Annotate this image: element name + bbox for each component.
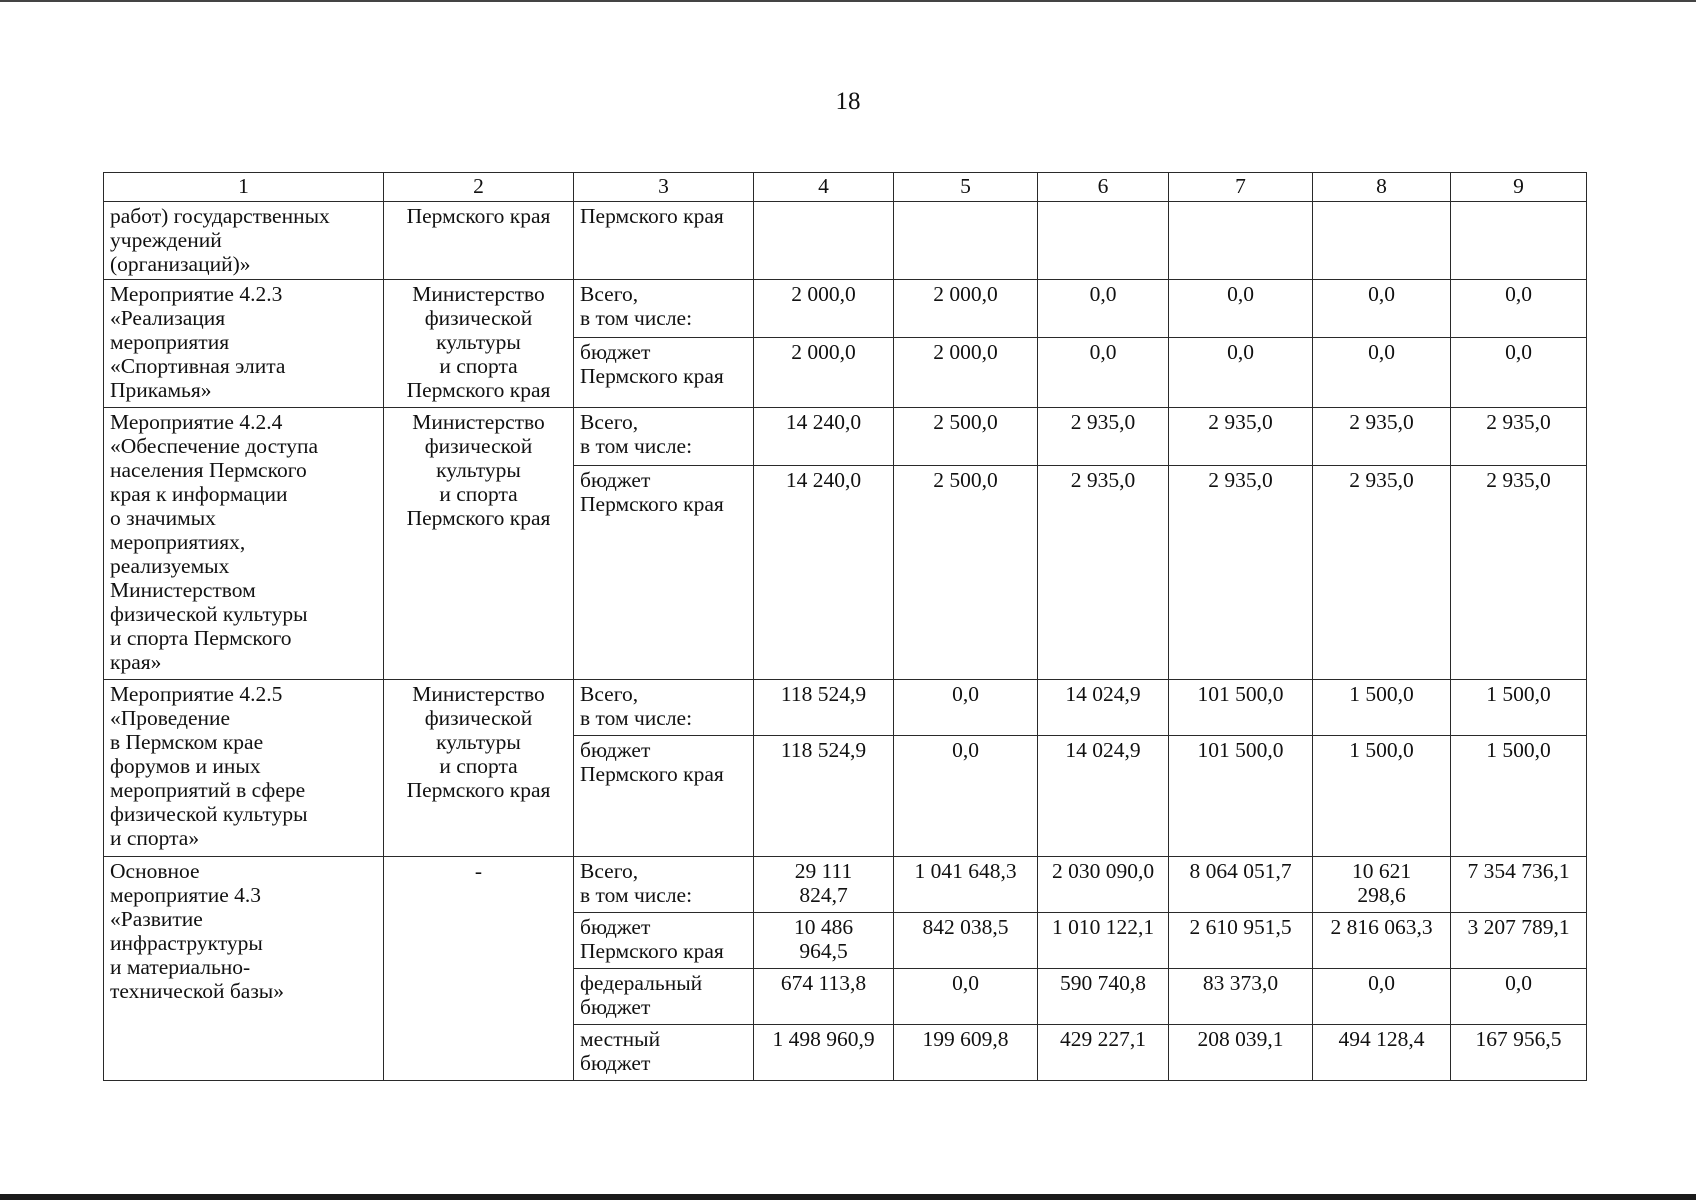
value-cell: 2 935,0 xyxy=(1313,466,1451,680)
value-cell xyxy=(1169,202,1313,280)
value-cell: 14 240,0 xyxy=(754,408,894,466)
value-cell: 2 935,0 xyxy=(1451,408,1587,466)
activity-name-cell: Мероприятие 4.2.3 «Реализация мероприятия «Спортивная элита Прикамья» xyxy=(104,280,384,408)
value-cell: 429 227,1 xyxy=(1038,1025,1169,1081)
value-cell: 1 500,0 xyxy=(1313,736,1451,857)
value-cell xyxy=(1038,202,1169,280)
value-cell: 2 030 090,0 xyxy=(1038,857,1169,913)
value-cell: 2 935,0 xyxy=(1038,408,1169,466)
budget-table xyxy=(103,172,1587,1081)
header-cell: 7 xyxy=(1169,173,1313,202)
value-cell: 83 373,0 xyxy=(1169,969,1313,1025)
value-cell: 101 500,0 xyxy=(1169,680,1313,736)
activity-name-cell: Мероприятие 4.2.4 «Обеспечение доступа населения Пермского края к информации о значимых мероприятиях, реализуемых Министерством физической культуры и спорта Пермского края» xyxy=(104,408,384,680)
executor-cell: Министерство физической культуры и спорта Пермского края xyxy=(384,408,574,680)
scan-bottom-edge xyxy=(0,1194,1696,1200)
value-cell: 2 000,0 xyxy=(894,338,1038,408)
funding-source-cell: Всего, в том числе: xyxy=(574,680,754,736)
value-cell: 1 500,0 xyxy=(1313,680,1451,736)
value-cell: 2 935,0 xyxy=(1451,466,1587,680)
value-cell: 2 935,0 xyxy=(1038,466,1169,680)
value-cell: 0,0 xyxy=(1313,969,1451,1025)
value-cell: 0,0 xyxy=(1451,338,1587,408)
table-row xyxy=(104,857,1587,913)
funding-source-cell: Всего, в том числе: xyxy=(574,857,754,913)
funding-source-cell: бюджет Пермского края xyxy=(574,913,754,969)
value-cell: 2 000,0 xyxy=(894,280,1038,338)
value-cell: 842 038,5 xyxy=(894,913,1038,969)
header-cell: 9 xyxy=(1451,173,1587,202)
value-cell: 14 024,9 xyxy=(1038,680,1169,736)
value-cell xyxy=(894,202,1038,280)
value-cell: 118 524,9 xyxy=(754,736,894,857)
value-cell: 14 240,0 xyxy=(754,466,894,680)
page-number: 18 xyxy=(835,88,861,115)
value-cell: 101 500,0 xyxy=(1169,736,1313,857)
value-cell: 1 041 648,3 xyxy=(894,857,1038,913)
table-row xyxy=(104,202,1587,280)
header-cell: 3 xyxy=(574,173,754,202)
value-cell: 14 024,9 xyxy=(1038,736,1169,857)
value-cell: 674 113,8 xyxy=(754,969,894,1025)
value-cell: 2 935,0 xyxy=(1169,466,1313,680)
executor-cell: Министерство физической культуры и спорта Пермского края xyxy=(384,680,574,857)
value-cell: 167 956,5 xyxy=(1451,1025,1587,1081)
header-cell: 8 xyxy=(1313,173,1451,202)
value-cell: 0,0 xyxy=(894,736,1038,857)
executor-cell: Министерство физической культуры и спорта Пермского края xyxy=(384,280,574,408)
value-cell: 3 207 789,1 xyxy=(1451,913,1587,969)
funding-source-cell: Всего, в том числе: xyxy=(574,408,754,466)
funding-source-cell: местный бюджет xyxy=(574,1025,754,1081)
header-cell: 4 xyxy=(754,173,894,202)
value-cell: 2 500,0 xyxy=(894,408,1038,466)
value-cell: 10 486 964,5 xyxy=(754,913,894,969)
funding-source-cell: федеральный бюджет xyxy=(574,969,754,1025)
value-cell: 494 128,4 xyxy=(1313,1025,1451,1081)
value-cell: 2 935,0 xyxy=(1169,408,1313,466)
value-cell: 0,0 xyxy=(1169,280,1313,338)
value-cell xyxy=(1451,202,1587,280)
value-cell: 0,0 xyxy=(1169,338,1313,408)
activity-name-cell: Основное мероприятие 4.3 «Развитие инфраструктуры и материально- технической базы» xyxy=(104,857,384,1081)
value-cell xyxy=(754,202,894,280)
funding-source-cell: бюджет Пермского края xyxy=(574,466,754,680)
value-cell: 2 500,0 xyxy=(894,466,1038,680)
value-cell: 0,0 xyxy=(894,680,1038,736)
value-cell: 2 935,0 xyxy=(1313,408,1451,466)
header-cell: 1 xyxy=(104,173,384,202)
header-cell: 2 xyxy=(384,173,574,202)
funding-source-cell: бюджет Пермского края xyxy=(574,338,754,408)
funding-source-cell: Всего, в том числе: xyxy=(574,280,754,338)
value-cell: 10 621 298,6 xyxy=(1313,857,1451,913)
value-cell: 0,0 xyxy=(1451,280,1587,338)
table-row xyxy=(104,408,1587,466)
value-cell: 0,0 xyxy=(894,969,1038,1025)
value-cell: 0,0 xyxy=(1038,280,1169,338)
value-cell: 1 498 960,9 xyxy=(754,1025,894,1081)
value-cell: 8 064 051,7 xyxy=(1169,857,1313,913)
scan-top-edge xyxy=(0,0,1696,2)
table-header-row xyxy=(104,173,1587,202)
executor-cell: - xyxy=(384,857,574,1081)
value-cell: 2 000,0 xyxy=(754,338,894,408)
header-cell: 6 xyxy=(1038,173,1169,202)
value-cell: 1 010 122,1 xyxy=(1038,913,1169,969)
header-cell: 5 xyxy=(894,173,1038,202)
executor-cell: Пермского края xyxy=(384,202,574,280)
table-row xyxy=(104,280,1587,338)
activity-name-cell: Мероприятие 4.2.5 «Проведение в Пермском крае форумов и иных мероприятий в сфере физической культуры и спорта» xyxy=(104,680,384,857)
value-cell: 7 354 736,1 xyxy=(1451,857,1587,913)
funding-source-cell: Пермского края xyxy=(574,202,754,280)
value-cell xyxy=(1313,202,1451,280)
value-cell: 199 609,8 xyxy=(894,1025,1038,1081)
value-cell: 2 000,0 xyxy=(754,280,894,338)
value-cell: 0,0 xyxy=(1451,969,1587,1025)
value-cell: 118 524,9 xyxy=(754,680,894,736)
funding-source-cell: бюджет Пермского края xyxy=(574,736,754,857)
activity-name-cell: работ) государственных учреждений (организаций)» xyxy=(104,202,384,280)
value-cell: 1 500,0 xyxy=(1451,736,1587,857)
value-cell: 0,0 xyxy=(1313,338,1451,408)
value-cell: 2 610 951,5 xyxy=(1169,913,1313,969)
value-cell: 1 500,0 xyxy=(1451,680,1587,736)
value-cell: 2 816 063,3 xyxy=(1313,913,1451,969)
value-cell: 0,0 xyxy=(1038,338,1169,408)
table-row xyxy=(104,680,1587,736)
value-cell: 29 111 824,7 xyxy=(754,857,894,913)
value-cell: 590 740,8 xyxy=(1038,969,1169,1025)
value-cell: 208 039,1 xyxy=(1169,1025,1313,1081)
value-cell: 0,0 xyxy=(1313,280,1451,338)
